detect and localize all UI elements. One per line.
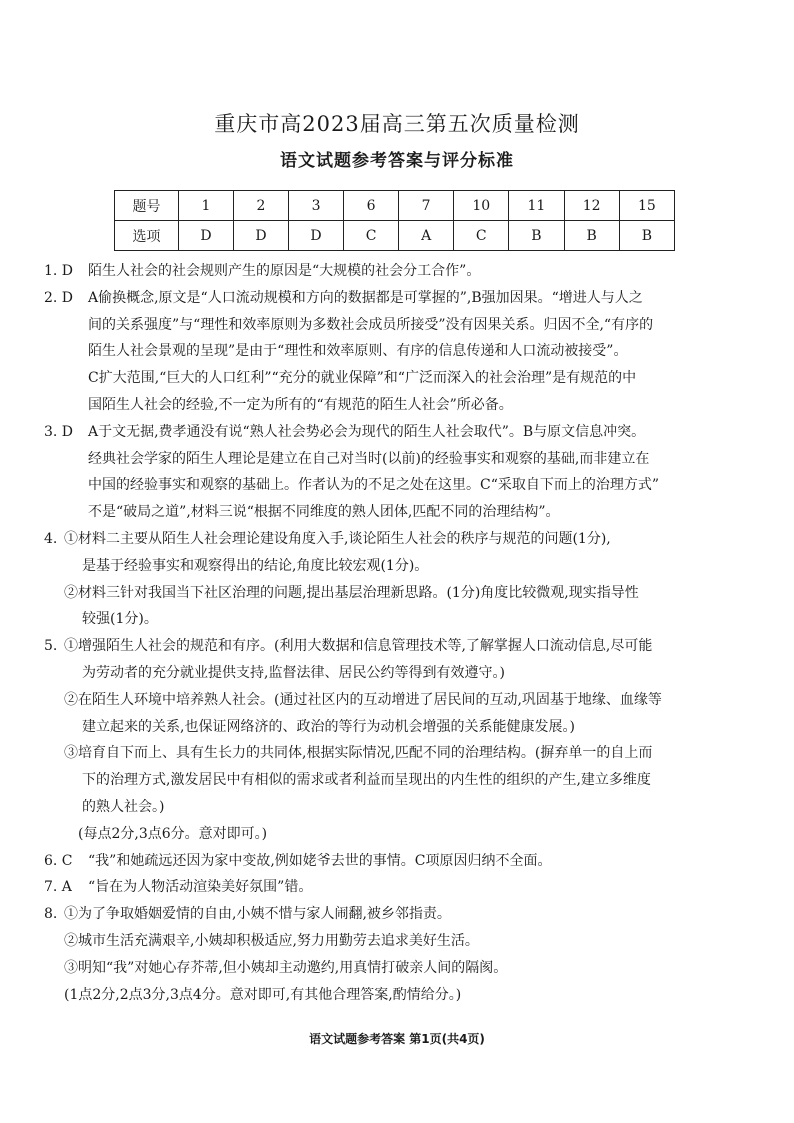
answer-option: C xyxy=(344,221,399,251)
row-label-number: 题号 xyxy=(115,191,179,221)
question-number: 15 xyxy=(619,191,674,221)
row-label-option: 选项 xyxy=(115,221,179,251)
question-number: 10 xyxy=(454,191,509,221)
page-subtitle: 语文试题参考答案与评分标准 xyxy=(280,151,514,171)
answer-item-5 xyxy=(44,633,774,847)
item-number: 2. D xyxy=(44,289,74,306)
point-line: ①为了争取婚姻爱情的自由,小姨不惜与家人闹翻,被乡邻指责。 xyxy=(64,906,451,923)
explanation-line: 陌生人社会景观的呈现”是由于“理性和效率原则、有序的信息传递和人口流动被接受”。 xyxy=(88,343,628,360)
point-line: ②在陌生人环境中培养熟人社会。(通过社区内的互动增进了居民间的互动,巩固基于地缘、血缘等 xyxy=(64,691,662,708)
explanation-line: A偷换概念,原文是“人口流动规模和方向的数据都是可掌握的”,B强加因果。“增进人与人之 xyxy=(88,289,643,306)
question-number: 2 xyxy=(233,191,288,221)
item-number: 6. C xyxy=(44,852,73,869)
point-block xyxy=(44,687,774,741)
question-number: 7 xyxy=(399,191,454,221)
explanation-line: “我”和她疏远还因为家中变故,例如姥爷去世的事情。C项原因归纳不全面。 xyxy=(88,852,552,869)
point-line: 下的治理方式,激发居民中有相似的需求或者利益而呈现出的内生性的组织的产生,建立多维度 xyxy=(82,772,651,789)
question-number: 3 xyxy=(289,191,344,221)
answer-option: B xyxy=(509,221,564,251)
item-number: 4. xyxy=(44,530,58,547)
item-number: 7. A xyxy=(44,879,72,896)
answer-option: D xyxy=(233,221,288,251)
answer-option: B xyxy=(619,221,674,251)
answer-item-6 xyxy=(44,848,774,875)
point-line: 较强(1分)。 xyxy=(82,611,158,628)
answer-table xyxy=(114,190,675,251)
answer-item-4 xyxy=(44,526,774,633)
answer-item-7 xyxy=(44,874,774,901)
answer-option: B xyxy=(564,221,619,251)
question-number: 12 xyxy=(564,191,619,221)
point-line: 建立起来的关系,也保证网络济的、政治的等行为动机会增强的关系能健康发展。) xyxy=(82,718,575,735)
question-number: 11 xyxy=(509,191,564,221)
page-footer: 语文试题参考答案 第1页(共4页) xyxy=(309,1032,485,1046)
point-line: 是基于经验事实和观察得出的结论,角度比较宏观(1分)。 xyxy=(82,557,429,574)
point-line: ③培育自下而上、具有生长力的共同体,根据实际情况,匹配不同的治理结构。(摒弃单一的自上而 xyxy=(64,745,653,762)
item-number: 1. D xyxy=(44,263,74,279)
point-block xyxy=(44,526,774,580)
point-block xyxy=(44,633,774,687)
answer-option: D xyxy=(289,221,344,251)
explanation-line: 不是“破局之道”,材料三说“根据不同维度的熟人团体,匹配不同的治理结构”。 xyxy=(88,504,560,521)
scoring-note: (每点2分,3点6分。意对即可。) xyxy=(78,825,268,842)
item-number: 3. D xyxy=(44,423,74,440)
explanation-line: 陌生人社会的社会规则产生的原因是“大规模的社会分工合作”。 xyxy=(88,263,481,279)
answer-option: C xyxy=(454,221,509,251)
explanation-line: 间的关系强度”与“理性和效率原则为多数社会成员所接受”没有因果关系。归因不全,“有序的 xyxy=(88,316,654,333)
point-line: 的熟人社会。) xyxy=(82,798,165,815)
item-number: 8. xyxy=(44,906,58,923)
scoring-note: (1点2分,2点3分,3点4分。意对即可,有其他合理答案,酌情给分。) xyxy=(64,986,462,1003)
explanation-line: 经典社会学家的陌生人理论是建立在自己对当时(以前)的经验事实和观察的基础,而非建立在 xyxy=(88,450,650,467)
question-number-row xyxy=(115,191,675,221)
question-number: 1 xyxy=(178,191,233,221)
answer-option-row xyxy=(115,221,675,251)
answer-item-3 xyxy=(44,419,774,526)
page-title: 重庆市高2023届高三第五次质量检测 xyxy=(214,112,580,136)
answer-item-2 xyxy=(44,285,774,419)
item-number: 5. xyxy=(44,638,58,655)
point-line: ②城市生活充满艰辛,小姨却积极适应,努力用勤劳去追求美好生活。 xyxy=(64,932,479,949)
explanation-line: C扩大范围,“巨大的人口红利”“充分的就业保障”和“广泛而深入的社会治理”是有规范的中 xyxy=(88,370,637,387)
point-line: ①增强陌生人社会的规范和有序。(利用大数据和信息管理技术等,了解掌握人口流动信息,尽可能 xyxy=(64,638,653,655)
point-line: 为劳动者的充分就业提供支持,监督法律、居民公约等得到有效遵守。) xyxy=(82,664,505,681)
answer-option: A xyxy=(399,221,454,251)
answer-option: D xyxy=(178,221,233,251)
point-block xyxy=(44,580,774,634)
point-line: ①材料二主要从陌生人社会理论建设角度入手,谈论陌生人社会的秩序与规范的问题(1分), xyxy=(64,530,611,547)
answer-item-8 xyxy=(44,901,774,1008)
point-line: ②材料三针对我国当下社区治理的问题,提出基层治理新思路。(1分)角度比较微观,现实指导性 xyxy=(64,584,639,601)
answer-item-1 xyxy=(44,258,774,285)
point-block xyxy=(44,901,774,1008)
explanation-line: 中国的经验事实和观察的基础上。作者认为的不足之处在这里。C“采取自下而上的治理方式” xyxy=(88,477,660,494)
explanation-line: A于文无据,费孝通没有说“熟人社会势必会为现代的陌生人社会取代”。B与原文信息冲突。 xyxy=(88,423,646,440)
question-number: 6 xyxy=(344,191,399,221)
explanation-line: 国陌生人社会的经验,不一定为所有的“有规范的陌生人社会”所必备。 xyxy=(88,396,513,413)
answer-body xyxy=(44,258,774,1008)
point-line: ③明知“我”对她心存芥蒂,但小姨却主动邀约,用真情打破亲人间的隔阂。 xyxy=(64,959,508,976)
explanation-line: “旨在为人物活动渲染美好氛围”错。 xyxy=(88,879,313,896)
point-block xyxy=(44,740,774,820)
